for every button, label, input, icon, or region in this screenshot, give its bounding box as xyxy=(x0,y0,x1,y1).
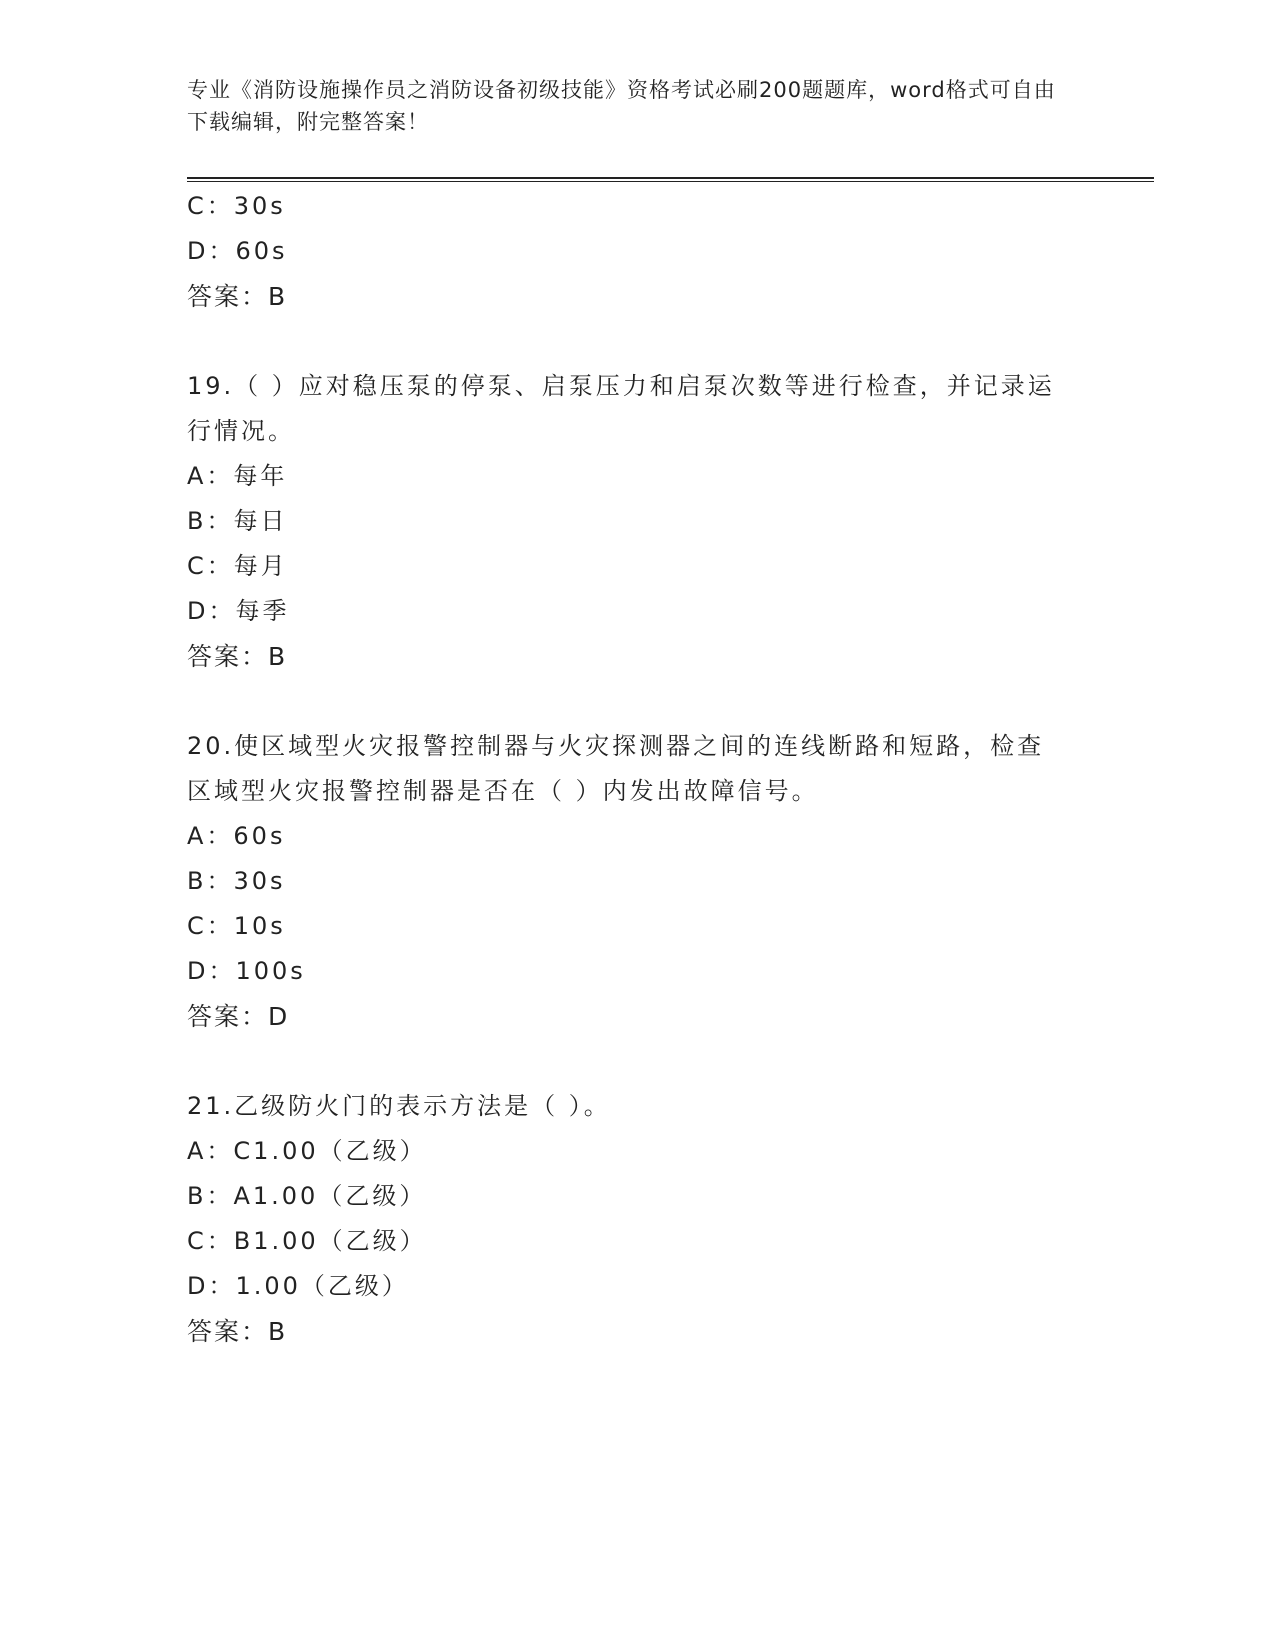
question-20 xyxy=(187,724,1087,1039)
option-a: A：C1.00（乙级） xyxy=(187,1137,427,1165)
option-c: C：10s xyxy=(187,912,286,940)
header-title: 专业《消防设施操作员之消防设备初级技能》资格考试必刷200题题库，word格式可自由下载编辑，附完整答案！ xyxy=(187,78,1056,134)
prev-question-block xyxy=(187,184,1087,319)
answer: 答案：D xyxy=(187,1002,290,1031)
option-a: A：60s xyxy=(187,822,286,850)
answer: 答案：B xyxy=(187,642,288,671)
answer: 答案：B xyxy=(187,1317,288,1346)
option-b: B：A1.00（乙级） xyxy=(187,1182,427,1210)
option-c: C：B1.00（乙级） xyxy=(187,1227,427,1255)
option-d: D：100s xyxy=(187,957,306,985)
answer: 答案：B xyxy=(187,282,288,311)
option-b: B：30s xyxy=(187,867,286,895)
question-text: 20.使区域型火灾报警控制器与火灾探测器之间的连线断路和短路，检查区域型火灾报警控制器是否在（ ）内发出故障信号。 xyxy=(187,732,1045,805)
option-d: D：每季 xyxy=(187,597,290,625)
page-header xyxy=(187,74,1067,138)
question-21 xyxy=(187,1084,1087,1354)
header-divider xyxy=(187,177,1154,182)
question-text: 19.（ ）应对稳压泵的停泵、启泵压力和启泵次数等进行检查，并记录运行情况。 xyxy=(187,372,1055,445)
option-c: C：30s xyxy=(187,192,286,220)
option-c: C：每月 xyxy=(187,552,288,580)
option-d: D：60s xyxy=(187,237,288,265)
question-19 xyxy=(187,364,1087,679)
option-b: B：每日 xyxy=(187,507,288,535)
question-text: 21.乙级防火门的表示方法是（ ）。 xyxy=(187,1092,611,1120)
option-a: A：每年 xyxy=(187,462,288,490)
option-d: D：1.00（乙级） xyxy=(187,1272,409,1300)
